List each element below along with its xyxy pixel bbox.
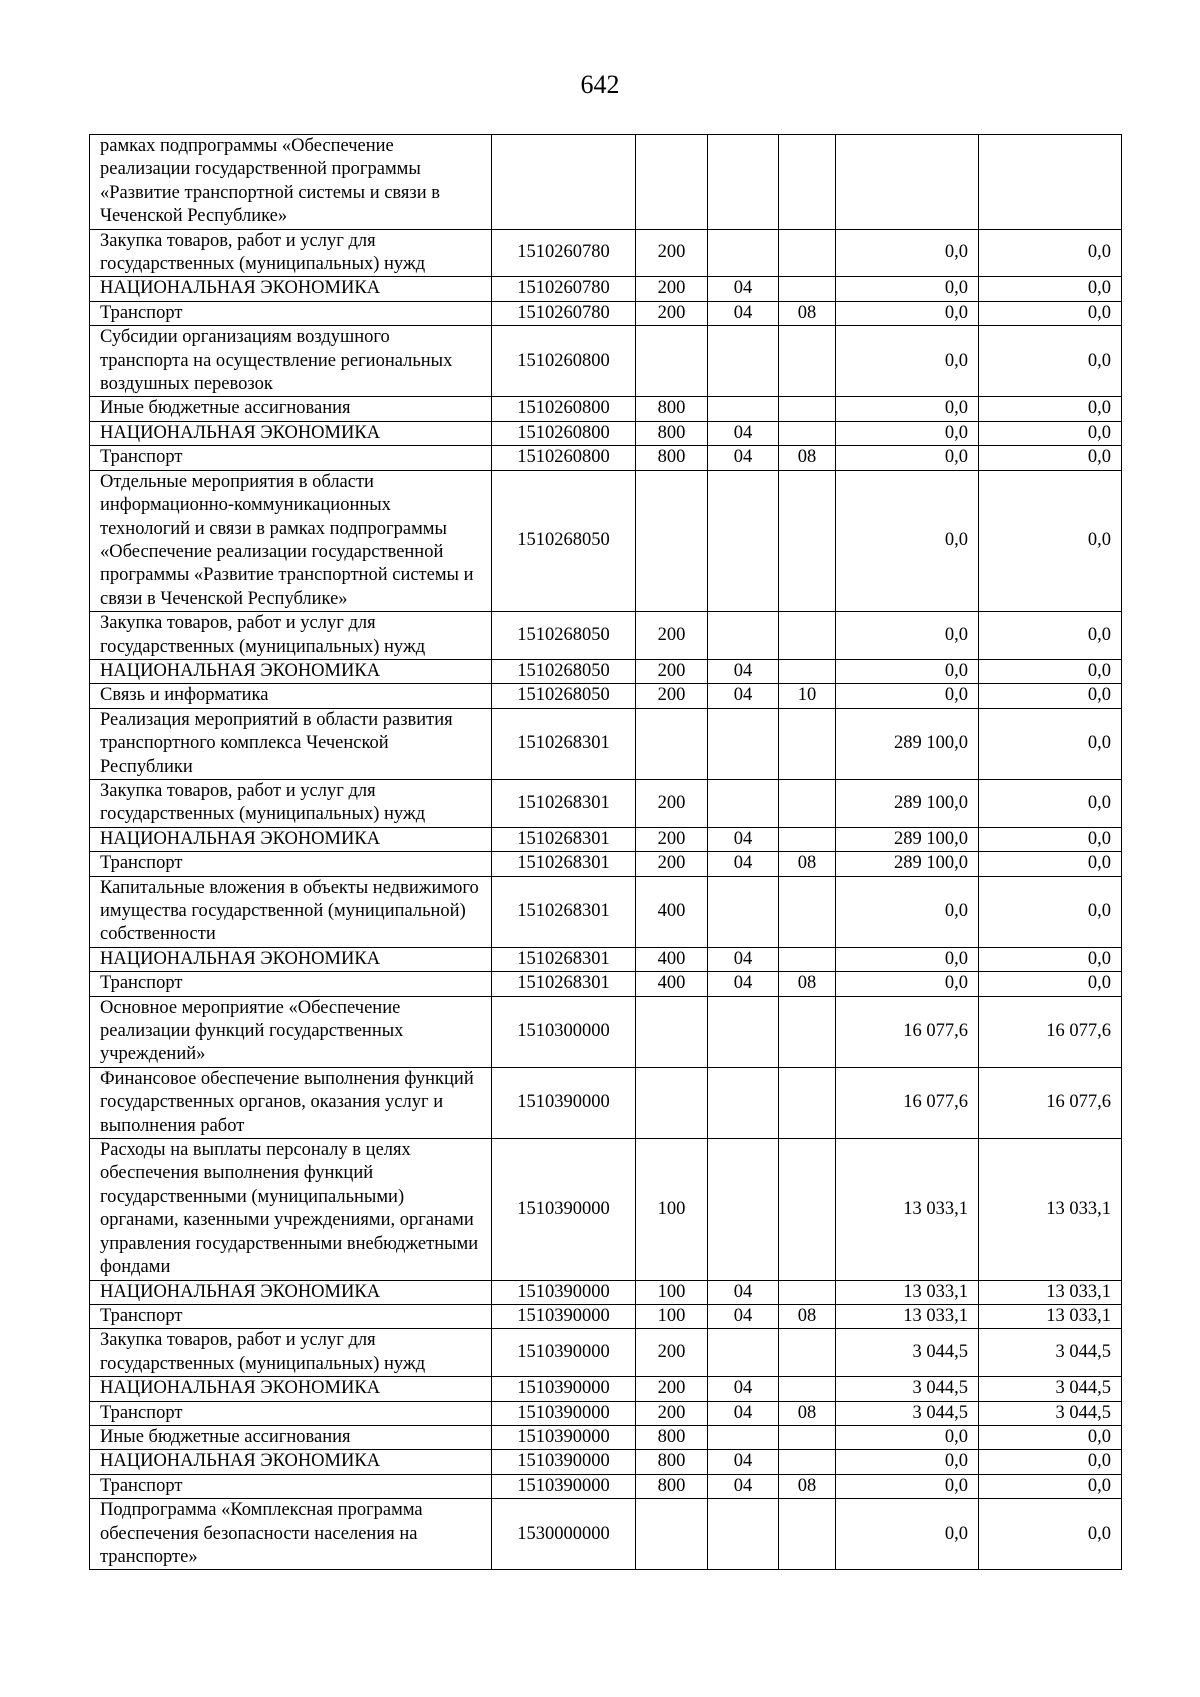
cell-name: Транспорт — [90, 301, 492, 325]
cell-amount-1: 0,0 — [836, 1499, 979, 1570]
cell-expense-type: 200 — [636, 684, 708, 708]
table-row — [90, 1499, 1122, 1570]
cell-name: Расходы на выплаты персоналу в целях обеспечения выполнения функций государственными (муниципальными) органами, казенными учреждениями, органами управления государственными внебюджетными фондами — [90, 1139, 492, 1280]
cell-amount-1: 0,0 — [836, 421, 979, 445]
cell-target-code: 1510268050 — [492, 470, 636, 611]
cell-name: Капитальные вложения в объекты недвижимого имущества государственной (муниципальной) собственности — [90, 876, 492, 947]
cell-subsection — [779, 277, 836, 301]
table-row — [90, 397, 1122, 421]
cell-amount-1: 0,0 — [836, 397, 979, 421]
cell-target-code: 1510260780 — [492, 277, 636, 301]
cell-amount-1: 0,0 — [836, 301, 979, 325]
cell-section: 04 — [708, 1304, 779, 1328]
cell-subsection — [779, 1067, 836, 1138]
cell-target-code: 1510390000 — [492, 1139, 636, 1280]
cell-subsection — [779, 135, 836, 230]
cell-amount-2: 0,0 — [979, 708, 1122, 779]
cell-expense-type — [636, 1499, 708, 1570]
cell-expense-type: 200 — [636, 277, 708, 301]
cell-name: Отдельные мероприятия в области информационно-коммуникационных технологий и связи в рамках подпрограммы «Обеспечение реализации государственной программы «Развитие транспортной системы и связи в Чеченской Республике» — [90, 470, 492, 611]
table-row — [90, 301, 1122, 325]
cell-section: 04 — [708, 1401, 779, 1425]
cell-target-code: 1510260800 — [492, 326, 636, 397]
cell-amount-2: 0,0 — [979, 1499, 1122, 1570]
cell-name: Иные бюджетные ассигнования — [90, 397, 492, 421]
cell-expense-type: 200 — [636, 301, 708, 325]
cell-amount-2: 0,0 — [979, 876, 1122, 947]
cell-section: 04 — [708, 446, 779, 470]
cell-amount-2: 0,0 — [979, 972, 1122, 996]
cell-amount-2: 0,0 — [979, 659, 1122, 683]
cell-amount-2: 0,0 — [979, 947, 1122, 971]
table-row — [90, 827, 1122, 851]
cell-name: НАЦИОНАЛЬНАЯ ЭКОНОМИКА — [90, 1377, 492, 1401]
table-row — [90, 446, 1122, 470]
cell-subsection: 08 — [779, 446, 836, 470]
cell-target-code: 1510260780 — [492, 301, 636, 325]
cell-target-code: 1510390000 — [492, 1304, 636, 1328]
cell-section — [708, 612, 779, 660]
cell-expense-type: 100 — [636, 1280, 708, 1304]
table-row — [90, 852, 1122, 876]
cell-amount-2 — [979, 135, 1122, 230]
cell-expense-type — [636, 135, 708, 230]
cell-section: 04 — [708, 827, 779, 851]
cell-amount-1: 0,0 — [836, 876, 979, 947]
cell-amount-2: 0,0 — [979, 852, 1122, 876]
cell-name: Закупка товаров, работ и услуг для государственных (муниципальных) нужд — [90, 229, 492, 277]
cell-section: 04 — [708, 947, 779, 971]
cell-name: НАЦИОНАЛЬНАЯ ЭКОНОМИКА — [90, 1280, 492, 1304]
cell-expense-type — [636, 1067, 708, 1138]
cell-section: 04 — [708, 1377, 779, 1401]
cell-expense-type: 200 — [636, 779, 708, 827]
cell-name: НАЦИОНАЛЬНАЯ ЭКОНОМИКА — [90, 827, 492, 851]
cell-section — [708, 470, 779, 611]
cell-target-code: 1510390000 — [492, 1067, 636, 1138]
cell-subsection — [779, 1499, 836, 1570]
cell-expense-type: 800 — [636, 1450, 708, 1474]
cell-section — [708, 708, 779, 779]
cell-target-code: 1510268301 — [492, 827, 636, 851]
table-row — [90, 326, 1122, 397]
cell-section — [708, 1067, 779, 1138]
cell-amount-2: 0,0 — [979, 827, 1122, 851]
cell-section — [708, 326, 779, 397]
cell-name: Транспорт — [90, 1401, 492, 1425]
cell-amount-1: 0,0 — [836, 446, 979, 470]
cell-amount-2: 0,0 — [979, 684, 1122, 708]
cell-amount-1: 0,0 — [836, 470, 979, 611]
cell-expense-type: 200 — [636, 827, 708, 851]
cell-subsection — [779, 612, 836, 660]
cell-amount-1: 16 077,6 — [836, 1067, 979, 1138]
table-row — [90, 1304, 1122, 1328]
cell-subsection — [779, 659, 836, 683]
table-row — [90, 470, 1122, 611]
cell-expense-type: 400 — [636, 876, 708, 947]
cell-subsection — [779, 708, 836, 779]
cell-section: 04 — [708, 659, 779, 683]
cell-name: рамках подпрограммы «Обеспечение реализации государственной программы «Развитие транспортной системы и связи в Чеченской Республике» — [90, 135, 492, 230]
cell-section — [708, 135, 779, 230]
cell-amount-1: 289 100,0 — [836, 827, 979, 851]
cell-expense-type: 800 — [636, 446, 708, 470]
cell-subsection — [779, 1377, 836, 1401]
table-row — [90, 659, 1122, 683]
cell-subsection: 08 — [779, 301, 836, 325]
cell-target-code: 1510390000 — [492, 1401, 636, 1425]
cell-section: 04 — [708, 421, 779, 445]
cell-target-code: 1510268301 — [492, 852, 636, 876]
cell-amount-2: 0,0 — [979, 446, 1122, 470]
cell-subsection — [779, 947, 836, 971]
cell-amount-1: 0,0 — [836, 229, 979, 277]
table-row — [90, 1425, 1122, 1449]
cell-subsection: 10 — [779, 684, 836, 708]
cell-target-code: 1510260800 — [492, 446, 636, 470]
cell-name: Закупка товаров, работ и услуг для государственных (муниципальных) нужд — [90, 1329, 492, 1377]
cell-amount-2: 0,0 — [979, 1474, 1122, 1498]
cell-amount-2: 3 044,5 — [979, 1377, 1122, 1401]
cell-amount-1: 0,0 — [836, 1450, 979, 1474]
cell-name: Субсидии организациям воздушного транспорта на осуществление региональных воздушных перевозок — [90, 326, 492, 397]
cell-amount-1: 289 100,0 — [836, 779, 979, 827]
cell-amount-1: 3 044,5 — [836, 1329, 979, 1377]
cell-name: Транспорт — [90, 1304, 492, 1328]
cell-target-code — [492, 135, 636, 230]
cell-target-code: 1510390000 — [492, 1280, 636, 1304]
cell-amount-1: 0,0 — [836, 684, 979, 708]
cell-expense-type: 200 — [636, 852, 708, 876]
cell-subsection — [779, 421, 836, 445]
cell-expense-type: 800 — [636, 1425, 708, 1449]
table-row — [90, 708, 1122, 779]
cell-amount-1: 0,0 — [836, 277, 979, 301]
cell-subsection — [779, 397, 836, 421]
cell-target-code: 1510268050 — [492, 684, 636, 708]
table-body — [90, 135, 1122, 1570]
cell-section — [708, 996, 779, 1067]
cell-expense-type: 200 — [636, 1401, 708, 1425]
cell-name: Иные бюджетные ассигнования — [90, 1425, 492, 1449]
cell-amount-2: 0,0 — [979, 326, 1122, 397]
cell-amount-2: 3 044,5 — [979, 1401, 1122, 1425]
cell-expense-type: 800 — [636, 421, 708, 445]
cell-amount-2: 0,0 — [979, 1425, 1122, 1449]
cell-amount-2: 16 077,6 — [979, 996, 1122, 1067]
cell-amount-1: 13 033,1 — [836, 1280, 979, 1304]
cell-amount-2: 0,0 — [979, 779, 1122, 827]
table-row — [90, 229, 1122, 277]
cell-expense-type: 400 — [636, 972, 708, 996]
cell-amount-2: 13 033,1 — [979, 1280, 1122, 1304]
cell-expense-type: 200 — [636, 612, 708, 660]
table-row — [90, 1401, 1122, 1425]
cell-amount-1: 0,0 — [836, 947, 979, 971]
cell-expense-type: 200 — [636, 1377, 708, 1401]
cell-expense-type: 800 — [636, 1474, 708, 1498]
table-row — [90, 779, 1122, 827]
cell-section: 04 — [708, 1280, 779, 1304]
cell-name: Основное мероприятие «Обеспечение реализации функций государственных учреждений» — [90, 996, 492, 1067]
cell-subsection: 08 — [779, 1474, 836, 1498]
cell-expense-type: 200 — [636, 659, 708, 683]
cell-amount-1: 0,0 — [836, 1425, 979, 1449]
cell-section: 04 — [708, 684, 779, 708]
cell-name: НАЦИОНАЛЬНАЯ ЭКОНОМИКА — [90, 947, 492, 971]
cell-section — [708, 1139, 779, 1280]
cell-subsection: 08 — [779, 1304, 836, 1328]
cell-target-code: 1510268301 — [492, 947, 636, 971]
table-row — [90, 1450, 1122, 1474]
cell-subsection — [779, 1450, 836, 1474]
cell-expense-type — [636, 470, 708, 611]
cell-name: Транспорт — [90, 1474, 492, 1498]
cell-amount-2: 3 044,5 — [979, 1329, 1122, 1377]
cell-expense-type: 100 — [636, 1304, 708, 1328]
cell-target-code: 1510268301 — [492, 972, 636, 996]
cell-section — [708, 876, 779, 947]
cell-section — [708, 397, 779, 421]
cell-amount-2: 0,0 — [979, 229, 1122, 277]
cell-expense-type: 100 — [636, 1139, 708, 1280]
cell-target-code: 1510268050 — [492, 612, 636, 660]
cell-subsection — [779, 996, 836, 1067]
cell-target-code: 1510260800 — [492, 421, 636, 445]
cell-amount-1: 0,0 — [836, 1474, 979, 1498]
cell-amount-1: 13 033,1 — [836, 1139, 979, 1280]
cell-section — [708, 1425, 779, 1449]
cell-section — [708, 1329, 779, 1377]
cell-subsection — [779, 1139, 836, 1280]
cell-subsection: 08 — [779, 1401, 836, 1425]
cell-amount-2: 0,0 — [979, 1450, 1122, 1474]
table-row — [90, 996, 1122, 1067]
cell-section — [708, 779, 779, 827]
table-row — [90, 421, 1122, 445]
cell-name: НАЦИОНАЛЬНАЯ ЭКОНОМИКА — [90, 421, 492, 445]
cell-expense-type: 200 — [636, 1329, 708, 1377]
cell-amount-2: 13 033,1 — [979, 1304, 1122, 1328]
cell-section: 04 — [708, 277, 779, 301]
cell-amount-2: 0,0 — [979, 301, 1122, 325]
cell-amount-2: 16 077,6 — [979, 1067, 1122, 1138]
table-row — [90, 1139, 1122, 1280]
cell-amount-1: 0,0 — [836, 612, 979, 660]
cell-subsection — [779, 827, 836, 851]
cell-target-code: 1530000000 — [492, 1499, 636, 1570]
cell-amount-2: 0,0 — [979, 470, 1122, 611]
cell-subsection — [779, 326, 836, 397]
table-row — [90, 876, 1122, 947]
table-row — [90, 277, 1122, 301]
cell-amount-1: 16 077,6 — [836, 996, 979, 1067]
cell-name: Транспорт — [90, 446, 492, 470]
cell-amount-1: 3 044,5 — [836, 1377, 979, 1401]
cell-amount-2: 0,0 — [979, 612, 1122, 660]
cell-amount-1: 0,0 — [836, 326, 979, 397]
cell-section: 04 — [708, 972, 779, 996]
cell-target-code: 1510268301 — [492, 779, 636, 827]
cell-expense-type: 800 — [636, 397, 708, 421]
cell-section — [708, 1499, 779, 1570]
cell-name: НАЦИОНАЛЬНАЯ ЭКОНОМИКА — [90, 1450, 492, 1474]
cell-name: Подпрограмма «Комплексная программа обеспечения безопасности населения на транспорте» — [90, 1499, 492, 1570]
table-row — [90, 1377, 1122, 1401]
cell-name: Транспорт — [90, 972, 492, 996]
cell-target-code: 1510390000 — [492, 1329, 636, 1377]
cell-subsection — [779, 470, 836, 611]
cell-subsection — [779, 1329, 836, 1377]
table-row — [90, 972, 1122, 996]
table-row — [90, 1280, 1122, 1304]
table-row — [90, 1067, 1122, 1138]
cell-amount-1: 3 044,5 — [836, 1401, 979, 1425]
cell-target-code: 1510390000 — [492, 1425, 636, 1449]
cell-target-code: 1510260800 — [492, 397, 636, 421]
cell-expense-type: 400 — [636, 947, 708, 971]
cell-subsection: 08 — [779, 972, 836, 996]
cell-subsection — [779, 779, 836, 827]
cell-amount-1: 289 100,0 — [836, 708, 979, 779]
cell-amount-2: 0,0 — [979, 397, 1122, 421]
cell-name: Закупка товаров, работ и услуг для государственных (муниципальных) нужд — [90, 612, 492, 660]
cell-amount-2: 0,0 — [979, 421, 1122, 445]
table-row — [90, 612, 1122, 660]
cell-subsection — [779, 229, 836, 277]
cell-target-code: 1510268301 — [492, 708, 636, 779]
cell-target-code: 1510390000 — [492, 1377, 636, 1401]
cell-subsection — [779, 876, 836, 947]
cell-expense-type — [636, 708, 708, 779]
cell-section: 04 — [708, 1450, 779, 1474]
budget-table — [89, 134, 1122, 1570]
page-number: 642 — [580, 70, 620, 99]
cell-amount-2: 0,0 — [979, 277, 1122, 301]
cell-name: НАЦИОНАЛЬНАЯ ЭКОНОМИКА — [90, 277, 492, 301]
cell-target-code: 1510300000 — [492, 996, 636, 1067]
cell-target-code: 1510390000 — [492, 1474, 636, 1498]
cell-section: 04 — [708, 1474, 779, 1498]
cell-name: Реализация мероприятий в области развития транспортного комплекса Чеченской Республики — [90, 708, 492, 779]
cell-target-code: 1510268050 — [492, 659, 636, 683]
cell-expense-type: 200 — [636, 229, 708, 277]
table-row — [90, 135, 1122, 230]
cell-name: НАЦИОНАЛЬНАЯ ЭКОНОМИКА — [90, 659, 492, 683]
cell-subsection — [779, 1425, 836, 1449]
cell-name: Транспорт — [90, 852, 492, 876]
cell-name: Закупка товаров, работ и услуг для государственных (муниципальных) нужд — [90, 779, 492, 827]
cell-target-code: 1510268301 — [492, 876, 636, 947]
cell-subsection — [779, 1280, 836, 1304]
table-row — [90, 684, 1122, 708]
cell-section: 04 — [708, 301, 779, 325]
table-row — [90, 1474, 1122, 1498]
cell-amount-1: 0,0 — [836, 972, 979, 996]
cell-name: Связь и информатика — [90, 684, 492, 708]
cell-amount-1: 0,0 — [836, 659, 979, 683]
cell-target-code: 1510260780 — [492, 229, 636, 277]
cell-section: 04 — [708, 852, 779, 876]
cell-expense-type — [636, 996, 708, 1067]
table-row — [90, 1329, 1122, 1377]
cell-target-code: 1510390000 — [492, 1450, 636, 1474]
cell-subsection: 08 — [779, 852, 836, 876]
cell-name: Финансовое обеспечение выполнения функций государственных органов, оказания услуг и выполнения работ — [90, 1067, 492, 1138]
cell-amount-1: 289 100,0 — [836, 852, 979, 876]
cell-amount-1 — [836, 135, 979, 230]
cell-amount-1: 13 033,1 — [836, 1304, 979, 1328]
table-row — [90, 947, 1122, 971]
cell-expense-type — [636, 326, 708, 397]
cell-section — [708, 229, 779, 277]
cell-amount-2: 13 033,1 — [979, 1139, 1122, 1280]
